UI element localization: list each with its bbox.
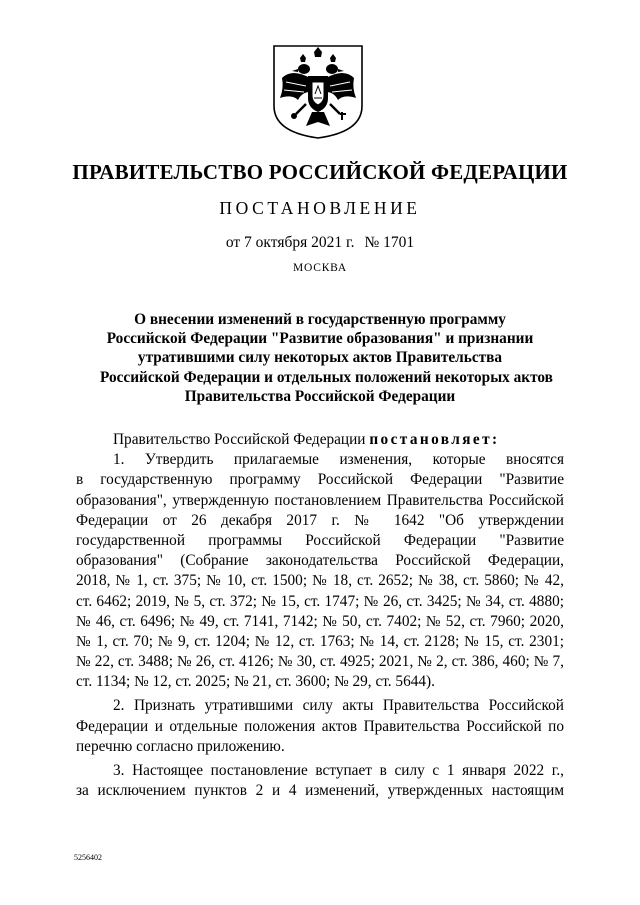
title-line: Российской Федерации и отдельных положений некоторых актов bbox=[100, 368, 553, 386]
document-date: от 7 октября 2021 г. bbox=[225, 234, 355, 251]
paragraph-1-line: № 22, ст. 3488; № 26, ст. 4126; № 30, ст. 4925; 2021, № 2, ст. 386, 460; № 7, bbox=[76, 653, 564, 671]
paragraph-1-line: ст. 6462; 2019, № 5, ст. 372; № 15, ст. 1747; № 26, ст. 3425; № 34, ст. 4880; bbox=[76, 592, 564, 610]
document-code: 5256402 bbox=[74, 853, 102, 862]
paragraph-1-line: № 46, ст. 6496; № 49, ст. 7141, 7142; № 50, ст. 7402; № 52, ст. 7960; 2020, bbox=[76, 612, 564, 630]
document-title bbox=[100, 310, 553, 406]
paragraph-2-line: 2. Признать утратившими силу акты Правительства Российской bbox=[113, 697, 564, 715]
paragraph-1-line: образования", утвержденную постановлением Правительства Российской bbox=[76, 491, 564, 509]
paragraph-1-line: 2018, № 1, ст. 375; № 10, ст. 1500; № 18, ст. 2652; № 38, ст. 5860; № 42, bbox=[76, 572, 564, 590]
paragraph-1-line: в государственную программу Российской Федерации "Развитие bbox=[76, 471, 564, 489]
preamble-emphasis: постановляет: bbox=[369, 431, 500, 448]
paragraph-2-line: перечню согласно приложению. bbox=[76, 737, 285, 755]
city: МОСКВА bbox=[292, 262, 348, 274]
document-number: № 1701 bbox=[364, 234, 415, 251]
date-line bbox=[0, 234, 640, 252]
paragraph-3-line: за исключением пунктов 2 и 4 изменений, утвержденных настоящим bbox=[76, 782, 564, 800]
title-line: Правительства Российской Федерации bbox=[184, 387, 456, 405]
title-line: Российской Федерации "Развитие образования" и признании bbox=[106, 330, 534, 348]
preamble-text: Правительство Российской Федерации bbox=[113, 431, 366, 448]
document-type: ПОСТАНОВЛЕНИЕ bbox=[219, 198, 421, 218]
title-line: О внесении изменений в государственную программу bbox=[134, 311, 506, 328]
paragraph-1-line: 1. Утвердить прилагаемые изменения, которые вносятся bbox=[113, 451, 564, 469]
paragraph-1-line: образования" (Собрание законодательства Российской Федерации, bbox=[76, 552, 564, 570]
paragraph-1-line: Федерации от 26 декабря 2017 г. № 1642 "Об утверждении bbox=[76, 511, 564, 529]
paragraph-3-line: 3. Настоящее постановление вступает в силу с 1 января 2022 г., bbox=[113, 762, 564, 779]
paragraph-1-line: ст. 1134; № 12, ст. 2025; № 21, ст. 3600; № 29, ст. 5644). bbox=[76, 673, 435, 691]
title-line: утратившими силу некоторых актов Правительства bbox=[137, 349, 503, 367]
organization-heading: ПРАВИТЕЛЬСТВО РОССИЙСКОЙ ФЕДЕРАЦИИ bbox=[72, 160, 568, 184]
paragraph-2-line: Федерации и отдельные положения актов Правительства Российской по bbox=[76, 717, 564, 735]
paragraph-1-line: № 1, ст. 70; № 9, ст. 1204; № 12, ст. 1763; № 14, ст. 2128; № 15, ст. 2301; bbox=[76, 632, 564, 650]
paragraph-1-line: государственной программы Российской Федерации "Развитие bbox=[76, 531, 564, 549]
document-body bbox=[76, 430, 564, 801]
coat-of-arms-icon bbox=[270, 42, 366, 140]
preamble bbox=[76, 430, 564, 450]
